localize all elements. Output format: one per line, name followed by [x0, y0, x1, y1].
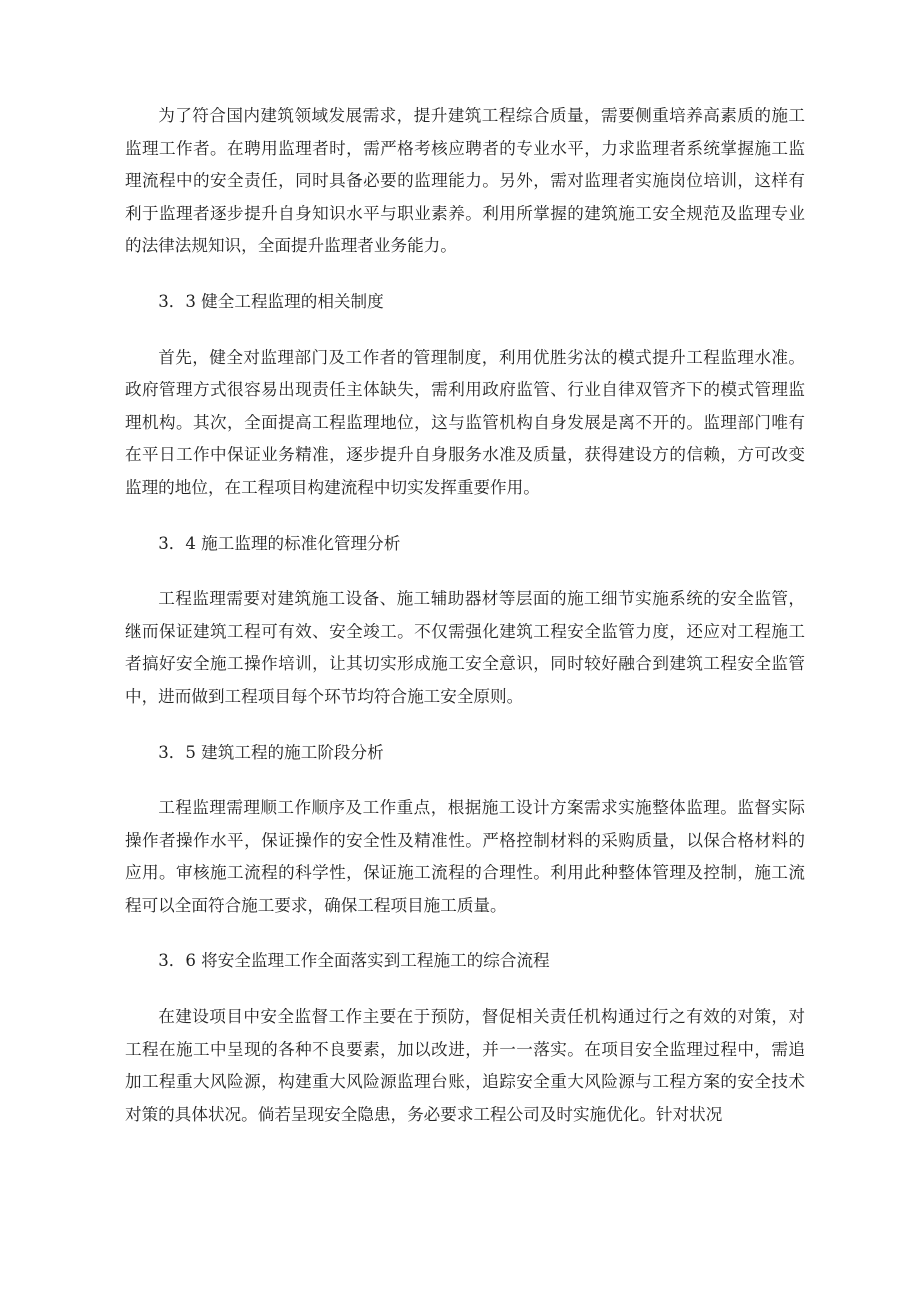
- spacer: [125, 769, 805, 792]
- spacer: [125, 560, 805, 583]
- paragraph-training: 为了符合国内建筑领域发展需求，提升建筑工程综合质量，需要侧重培养高素质的施工监理工作者。在聘用监理者时，需严格考核应聘者的专业水平，力求监理者系统掌握施工监理流程中的安全责任，同时具备必要的监理能力。另外，需对监理者实施岗位培训，这样有利于监理者逐步提升自身知识水平与职业素养。利用所掌握的建筑施工安全规范及监理专业的法律法规知识，全面提升监理者业务能力。: [125, 106, 805, 256]
- section-heading-3-5: 3．5 建筑工程的施工阶段分析: [158, 742, 384, 762]
- section-heading-3-4: 3．4 施工监理的标准化管理分析: [158, 533, 401, 553]
- paragraph-construction-stage: 工程监理需理顺工作顺序及工作重点，根据施工设计方案需求实施整体监理。监督实际操作者操作水平，保证操作的安全性及精准性。严格控制材料的采购质量，以保合格材料的应用。审核施工流程的科学性，保证施工流程的合理性。利用此种整体管理及控制，施工流程可以全面符合施工要求，确保工程项目施工质量。: [125, 798, 805, 915]
- spacer: [125, 978, 805, 1001]
- paragraph-system: 首先，健全对监理部门及工作者的管理制度，利用优胜劣汰的模式提升工程监理水准。政府管理方式很容易出现责任主体缺失，需利用政府监管、行业自律双管齐下的模式管理监理机构。其次，全面提高工程监理地位，这与监管机构自身发展是离不开的。监理部门唯有在平日工作中保证业务精准，逐步提升自身服务水准及质量，获得建设方的信赖，方可改变监理的地位，在工程项目构建流程中切实发挥重要作用。: [125, 347, 805, 497]
- spacer: [125, 714, 805, 737]
- spacer: [125, 263, 805, 286]
- spacer: [125, 922, 805, 945]
- section-heading-3-6: 3．6 将安全监理工作全面落实到工程施工的综合流程: [158, 951, 550, 971]
- paragraph-safety-supervision: 在建设项目中安全监督工作主要在于预防，督促相关责任机构通过行之有效的对策，对工程在施工中呈现的各种不良要素，加以改进，并一一落实。在项目安全监理过程中，需追加工程重大风险源，构建重大风险源监理台账，追踪安全重大风险源与工程方案的安全技术对策的具体状况。倘若呈现安全隐患，务必要求工程公司及时实施优化。针对状况: [125, 1007, 805, 1124]
- spacer: [125, 505, 805, 528]
- section-heading-3-3: 3．3 健全工程监理的相关制度: [158, 291, 384, 311]
- paragraph-standardization: 工程监理需要对建筑施工设备、施工辅助器材等层面的施工细节实施系统的安全监管，继而保证建筑工程可有效、安全竣工。不仅需强化建筑工程安全监管力度，还应对工程施工者搞好安全施工操作培训，让其切实形成施工安全意识，同时较好融合到建筑工程安全监管中，进而做到工程项目每个环节均符合施工安全原则。: [125, 589, 805, 706]
- spacer: [125, 319, 805, 342]
- document-body: [125, 100, 805, 1131]
